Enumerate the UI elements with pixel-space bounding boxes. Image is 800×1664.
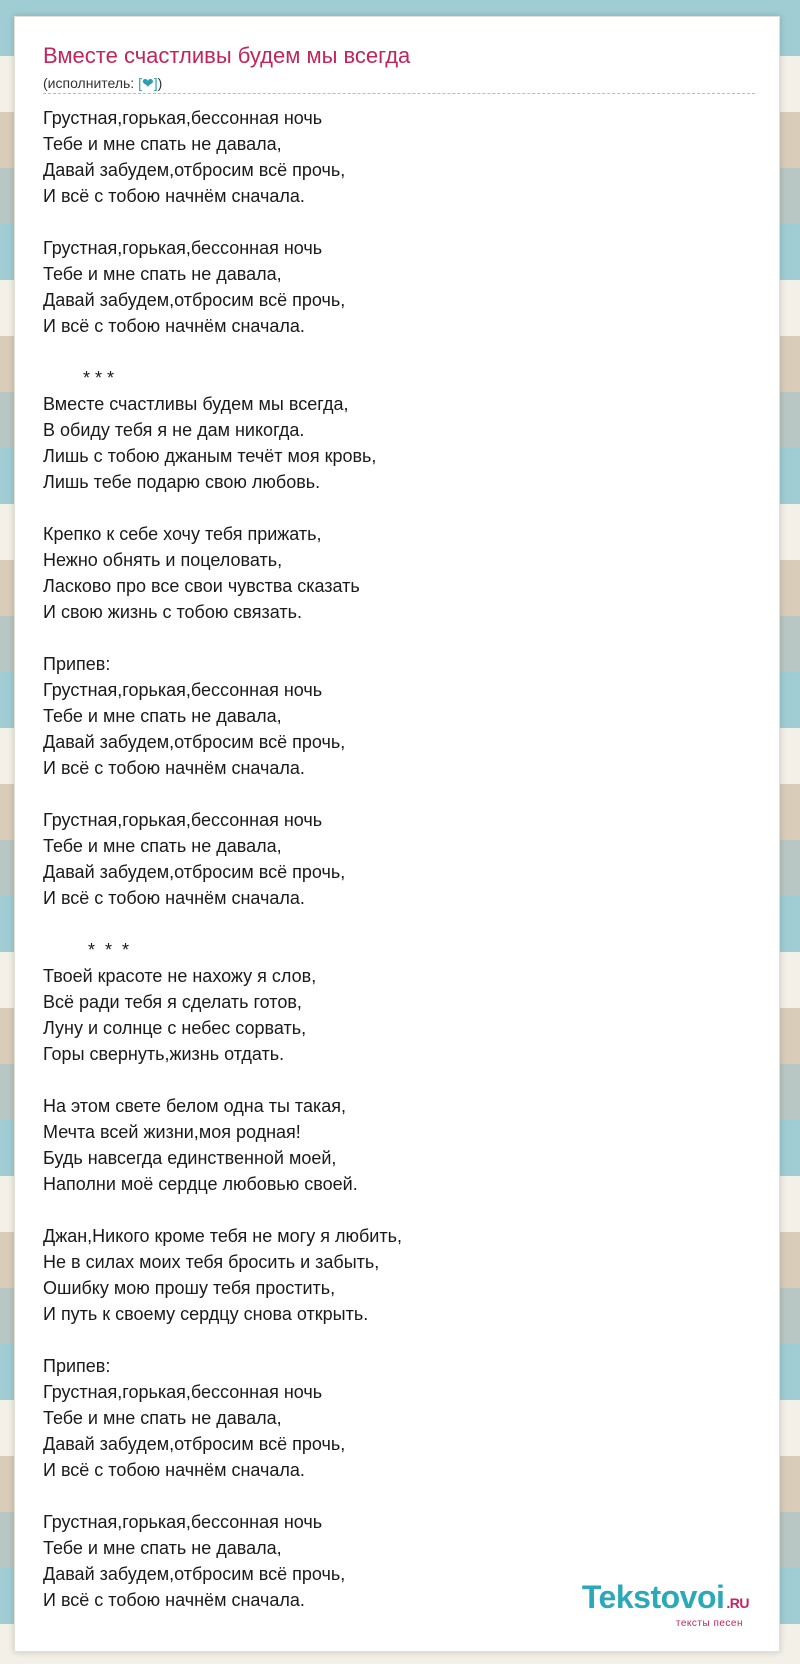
stanza-gap [43, 625, 755, 651]
lyric-line: Всё ради тебя я сделать готов, [43, 992, 302, 1012]
lyric-line: Давай забудем,отбросим всё прочь, [43, 290, 346, 310]
stanza-gap [43, 911, 755, 937]
lyric-line: Грустная,горькая,бессонная ночь [43, 680, 323, 700]
lyric-line: Не в силах моих тебя бросить и забыть, [43, 1252, 380, 1272]
lyric-line: Тебе и мне спать не давала, [43, 1408, 282, 1428]
lyric-line: Тебе и мне спать не давала, [43, 706, 282, 726]
lyric-line: Тебе и мне спать не давала, [43, 1538, 282, 1558]
stanza-gap [43, 209, 755, 235]
lyric-line: И всё с тобою начнём сначала. [43, 758, 305, 778]
lyric-line: Давай забудем,отбросим всё прочь, [43, 160, 346, 180]
lyric-line: Луну и солнце с небес сорвать, [43, 1018, 307, 1038]
lyric-line: Тебе и мне спать не давала, [43, 264, 282, 284]
lyric-line: И всё с тобою начнём сначала. [43, 1590, 305, 1610]
lyric-line: * * * [43, 940, 130, 960]
lyric-line: Крепко к себе хочу тебя прижать, [43, 524, 322, 544]
lyric-line: Грустная,горькая,бессонная ночь [43, 1382, 323, 1402]
logo-tld: .RU [726, 1595, 749, 1611]
lyric-line: И всё с тобою начнём сначала. [43, 1460, 305, 1480]
stanza-gap [43, 781, 755, 807]
artist-bracket-close: ] [153, 75, 158, 91]
lyric-line: Ласково про все свои чувства сказать [43, 576, 360, 596]
lyric-line: Тебе и мне спать не давала, [43, 134, 282, 154]
heart-icon: ❤ [141, 75, 154, 91]
lyric-line: Припев: [43, 654, 111, 674]
stanza-gap [43, 1067, 755, 1093]
lyric-line: Нежно обнять и поцеловать, [43, 550, 283, 570]
lyric-line: Твоей красоте не нахожу я слов, [43, 966, 317, 986]
logo-tagline: тексты песен [675, 1618, 743, 1629]
lyric-line: Вместе счастливы будем мы всегда, [43, 394, 349, 414]
lyric-line: И путь к своему сердцу снова открыть. [43, 1304, 369, 1324]
artist-bracket-open: [ [138, 75, 142, 91]
stanza-gap [43, 495, 755, 521]
divider [43, 93, 755, 94]
lyric-line: Припев: [43, 1356, 111, 1376]
lyric-line: Лишь с тобою джаным течёт моя кровь, [43, 446, 377, 466]
lyric-line: Давай забудем,отбросим всё прочь, [43, 1434, 346, 1454]
lyric-line: Грустная,горькая,бессонная ночь [43, 108, 323, 128]
site-logo[interactable] [582, 1580, 749, 1629]
lyric-line: Наполни моё сердце любовью своей. [43, 1174, 358, 1194]
lyric-line: Ошибку мою прошу тебя простить, [43, 1278, 336, 1298]
logo-wordmark [582, 1580, 749, 1620]
lyric-line: Джан,Никого кроме тебя не могу я любить, [43, 1226, 402, 1246]
artist-prefix: (исполнитель: [43, 75, 139, 91]
lyric-line: Грустная,горькая,бессонная ночь [43, 1512, 323, 1532]
artist-suffix: ) [157, 75, 163, 91]
stanza-gap [43, 1327, 755, 1353]
lyric-line: Грустная,горькая,бессонная ночь [43, 810, 323, 830]
lyric-line: Грустная,горькая,бессонная ночь [43, 238, 323, 258]
lyric-line: И свою жизнь с тобою связать. [43, 602, 302, 622]
lyric-line: Лишь тебе подарю свою любовь. [43, 472, 321, 492]
lyric-line: * * * [43, 368, 115, 388]
lyric-line: Мечта всей жизни,моя родная! [43, 1122, 301, 1142]
lyric-line: И всё с тобою начнём сначала. [43, 888, 305, 908]
lyric-line: Давай забудем,отбросим всё прочь, [43, 1564, 346, 1584]
artist-line [43, 75, 162, 92]
song-title: Вместе счастливы будем мы всегда [43, 43, 411, 68]
lyric-line: В обиду тебя я не дам никогда. [43, 420, 305, 440]
lyric-line: Давай забудем,отбросим всё прочь, [43, 732, 346, 752]
lyric-line: Тебе и мне спать не давала, [43, 836, 282, 856]
lyric-line: И всё с тобою начнём сначала. [43, 316, 305, 336]
lyric-line: Давай забудем,отбросим всё прочь, [43, 862, 346, 882]
stanza-gap [43, 1483, 755, 1509]
lyric-line: Горы свернуть,жизнь отдать. [43, 1044, 285, 1064]
artist-link[interactable] [138, 75, 158, 91]
stanza-gap [43, 1197, 755, 1223]
lyric-line: На этом свете белом одна ты такая, [43, 1096, 347, 1116]
lyric-line: Будь навсегда единственной моей, [43, 1148, 337, 1168]
logo-name: Tekstovoi [581, 1579, 725, 1615]
lyric-line: И всё с тобою начнём сначала. [43, 186, 305, 206]
stanza-gap [43, 339, 755, 365]
lyrics-card [14, 16, 780, 1652]
lyrics-text [43, 105, 755, 1613]
